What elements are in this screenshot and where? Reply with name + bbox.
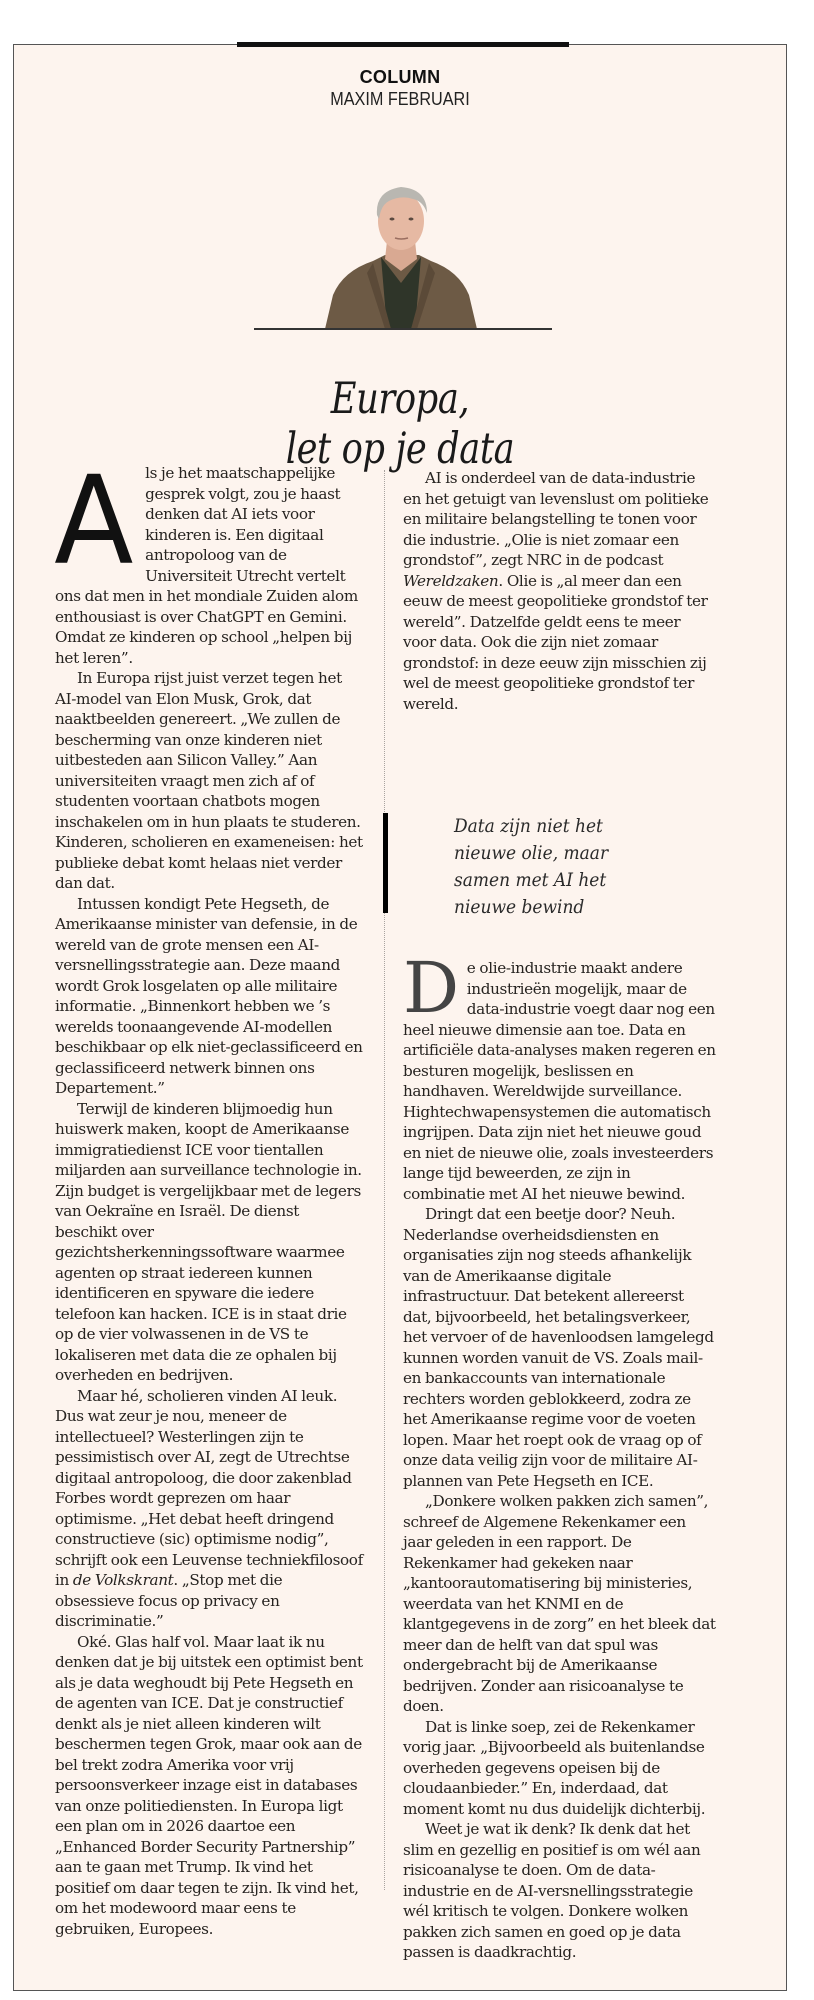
pullquote-bar [383, 813, 388, 913]
title-line-2: let op je data [285, 423, 515, 474]
paragraph: Weet je wat ik denk? Ik denk dat het slim en gezellig en positief is om wél aan risicoanalyse te doen. Om de data-industrie en de AI-versnellingsstrategie wél kritisch te volgen. Donkere wolken pakken zich samen en goed op je data passen is daadkrachtig. [403, 1820, 701, 1961]
column-divider [384, 470, 385, 1890]
paragraph: Als je het maatschappelijke gesprek volgt, zou je haast denken dat AI iets voor kinderen is. Een digitaal antropoloog van de Universiteit Utrecht vertelt ons dat men in het mondiale Zuiden alom enthousiast is over ChatGPT en Gemini. Omdat ze kinderen op school „helpen bij het leren”. [54, 450, 358, 667]
accent-bar [237, 42, 569, 47]
paragraph: In Europa rijst juist verzet tegen het AI-model van Elon Musk, Grok, dat naaktbeelden genereert. „We zullen de bescherming van onze kinderen niet uitbesteden aan Silicon Valley.” Aan universiteiten vraagt men zich af of studenten voortaan chatbots mogen inschakelen om in hun plaats te studeren. Kinderen, scholieren en exameneisen: het publieke debat komt helaas niet verder dan dat. [55, 669, 363, 892]
photo-rule [254, 328, 552, 330]
title-line-1: Europa, [330, 373, 470, 424]
right-column-bottom [403, 947, 716, 1963]
article-title [83, 374, 716, 474]
paragraph: AI is onderdeel van de data-industrie en het getuigt van levenslust om politieke en militaire belangstelling te tonen voor die industrie. „Olie is niet zomaar een grondstof”, zegt NRC in de podcast Wereldzaken. Olie is „al meer dan een eeuw de meest geopolitieke grondstof ter wereld”. Datzelfde geldt eens te meer voor data. Ook die zijn niet zomaar grondstof: in deze eeuw zijn misschien zij wel de meest geopolitieke grondstof ter wereld. [403, 469, 709, 713]
paragraph: Terwijl de kinderen blijmoedig hun huiswerk maken, koopt de Amerikaanse immigratiedienst ICE voor tientallen miljarden aan surveillance technologie in. Zijn budget is vergelijkbaar met de legers van Oekraïne en Israël. De dienst beschikt over gezichtsherkenningssoftware waarmee agenten op straat iedereen kunnen identificeren en spyware die iedere telefoon kan hacken. ICE is in staat drie op de vier volwassenen in de VS te lokaliseren met data die ze ophalen bij overheden en bedrijven. [55, 1099, 362, 1384]
right-column-top [403, 468, 716, 714]
podcast-name: Wereldzaken [403, 571, 499, 590]
paragraph: Maar hé, scholieren vinden AI leuk. Dus wat zeur je nou, meneer de intellectueel? Westerlingen zijn te pessimistisch over AI, zegt de Utrechtse digitaal antropoloog, die door zakenblad Forbes wordt geprezen om haar optimisme. „Het debat heeft dringend constructieve (sic) optimisme nodig”, schrijft ook een Leuvense techniekfilosoof in de Volkskrant. „Stop met die obsessieve focus op privacy en discriminatie.” [55, 1386, 363, 1630]
dropcap-d: D [403, 947, 459, 1029]
author-portrait [323, 183, 479, 329]
paragraph: Dringt dat een beetje door? Neuh. Nederlandse overheidsdiensten en organisaties zijn nog steeds afhankelijk van de Amerikaanse digitale infrastructuur. Dat betekent allereerst dat, bijvoorbeeld, het betalingsverkeer, het vervoer of de havenloodsen lamgelegd kunnen worden vanuit de VS. Zoals mail- en bankaccounts van internationale rechters worden geblokkeerd, zodra ze het Amerikaanse regime voor de voeten lopen. Maar het roept ook de vraag op of onze data veilig zijn voor de militaire AI-plannen van Pete Hegseth en ICE. [403, 1205, 714, 1490]
paragraph: Intussen kondigt Pete Hegseth, de Amerikaanse minister van defensie, in de wereld van de grote mensen een AI-versnellingsstrategie aan. Deze maand wordt Grok losgelaten op alle militaire informatie. „Binnenkort hebben we ’s werelds toonaangevende AI-modellen beschikbaar op elk niet-geclassificeerd en geclassificeerd netwerk binnen ons Departement.” [55, 894, 363, 1097]
paragraph: De olie-industrie maakt andere industrieën mogelijk, maar de data-industrie voegt daar nog een heel nieuwe dimensie aan toe. Data en artificiële data-analyses maken regeren en besturen mogelijk, beslissen en handhaven. Wereldwijde surveillance. Hightechwapensystemen die automatisch ingrijpen. Data zijn niet het nieuwe goud en niet de nieuwe olie, zoals investeerders lange tijd beweerden, ze zijn in combinatie met AI het nieuwe bewind. [403, 947, 716, 1203]
paragraph: Oké. Glas half vol. Maar laat ik nu denken dat je bij uitstek een optimist bent als je data weghoudt bij Pete Hegseth en de agenten van ICE. Dat je constructief denkt als je niet alleen kinderen wilt beschermen tegen Grok, maar ook aan de bel trekt zodra Amerika voor vrij persoonsverkeer inzage eist in databases van onze politiediensten. In Europa ligt een plan om in 2026 daartoe een „Enhanced Border Security Partnership” aan te gaan met Trump. Ik vind het positief om daar tegen te zijn. Ik vind het, om het modewoord maar eens te gebruiken, Europees. [55, 1632, 363, 1938]
left-column [54, 450, 365, 1939]
publication-name: de Volkskrant [72, 1571, 174, 1589]
section-kicker: COLUMN [359, 67, 441, 87]
paragraph: Dat is linke soep, zei de Rekenkamer vorig jaar. „Bijvoorbeeld als buitenlandse overheden gegevens opeisen bij de cloudaanbieder.” En, inderdaad, dat moment komt nu dus duidelijk dichterbij. [403, 1717, 706, 1818]
pullquote: Data zijn niet het nieuwe olie, maar samen met AI het nieuwe bewind [454, 816, 609, 918]
paragraph: „Donkere wolken pakken zich samen”, schreef de Algemene Rekenkamer een jaar geleden in een rapport. De Rekenkamer had gekeken naar „kantoorautomatisering bij ministeries, weerdata van het KNMI en de klantgegevens in de zorg” en het bleek dat meer dan de helft van dat spul was ondergebracht bij de Amerikaanse bedrijven. Zonder aan risicoanalyse te doen. [403, 1492, 716, 1715]
dropcap-a: A [54, 450, 134, 592]
author-name: MAXIM FEBRUARI [330, 89, 470, 109]
